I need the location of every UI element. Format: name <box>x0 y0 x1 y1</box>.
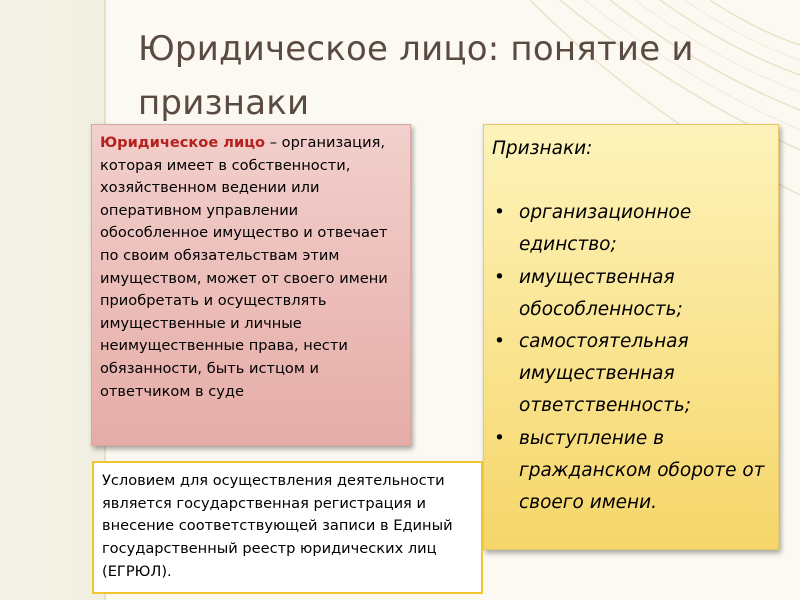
condition-box <box>92 461 483 594</box>
sign-label: организационное единство; <box>519 202 692 256</box>
list-item <box>492 262 768 326</box>
list-item <box>492 423 768 520</box>
definition-term: Юридическое лицо <box>100 134 266 151</box>
sign-label: выступление в гражданском обороте от своего имени. <box>519 427 765 514</box>
signs-heading: Признаки: <box>492 138 593 159</box>
left-decorative-band <box>0 0 104 600</box>
bullet-icon: • <box>494 202 505 224</box>
bullet-icon: • <box>494 266 505 288</box>
signs-list <box>492 197 768 519</box>
definition-box <box>91 124 411 446</box>
signs-box <box>483 124 779 550</box>
list-item <box>492 326 768 423</box>
sign-label: самостоятельная имущественная ответственность; <box>519 331 691 417</box>
sign-label: имущественная обособленность; <box>519 266 683 320</box>
condition-text: Условием для осуществления деятельности является государственная регистрация и внесение соответствующей записи в Единый государственный реестр юридических лиц (ЕГРЮЛ). <box>102 472 453 580</box>
bullet-icon: • <box>494 427 505 449</box>
bullet-icon: • <box>494 331 505 353</box>
slide-title: Юридическое лицо: понятие и признаки <box>138 29 694 123</box>
definition-text: – организация, которая имеет в собственности, хозяйственном ведении или оперативном управлении обособленное имущество и отвечает по своим обязательствам этим имуществом, может от своего имени приобретать и осуществлять имущественные и личные неимущественные права, нести обязанности, быть истцом и ответчиком в суде <box>100 134 388 400</box>
list-item <box>492 197 768 261</box>
